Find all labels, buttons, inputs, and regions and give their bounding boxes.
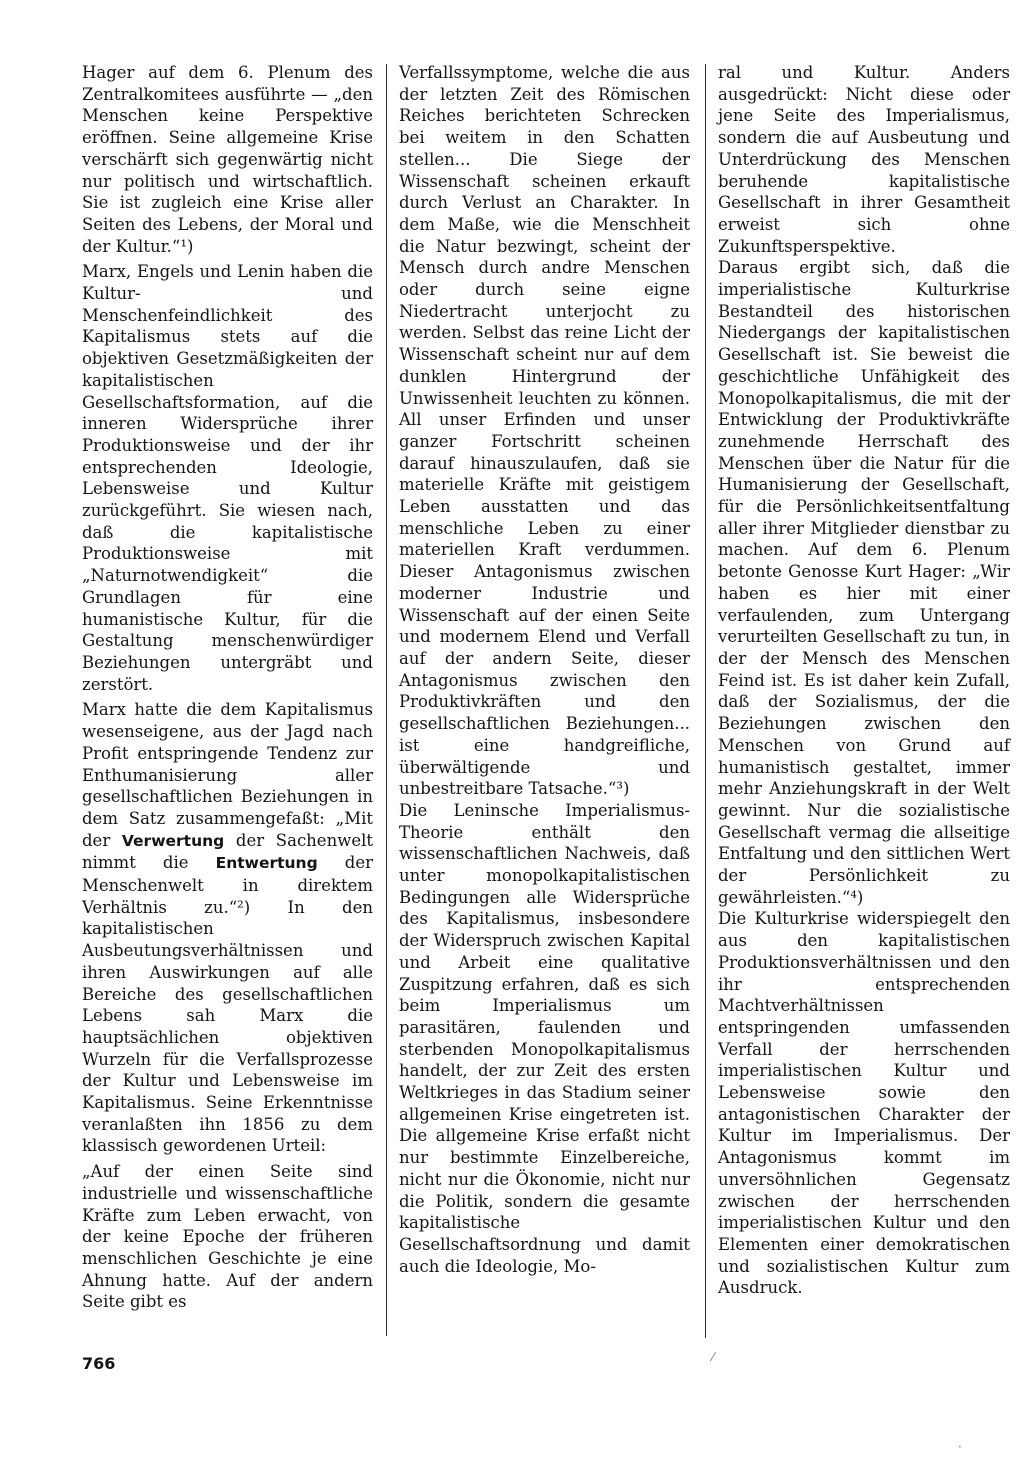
paragraph-marx-quote-start: „Auf der einen Seite sind industrielle und wissenschaftliche Kräfte zum Leben erwacht, von der keine Epoche der früheren menschlichen Geschichte je eine Ahnung hatte. Auf der andern Seite gibt es [82,1162,373,1312]
column-divider-right [705,64,706,1338]
paragraph-moral-kultur: ral und Kultur. Anders ausgedrückt: Nicht diese oder jene Seite des Imperialismus, sondern die auf Ausbeutung und Unterdrückung des Menschen beruhende kapitalistische Gesellschaft in ihrer Gesamtheit erweist sich ohne Zukunftsperspektive. [718,63,1010,256]
page-number: 766 [82,1354,116,1373]
scan-speck: ⁄ [712,1350,715,1364]
paragraph-kulturkrise-widerspiegelt: Die Kulturkrise widerspiegelt den aus den kapitalistischen Produktionsverhältnissen und den ihr entsprechenden Machtverhältnissen entspringenden umfassenden Verfall der herrschenden imperialistischen Kultur und Lebensweise sowie den antagonistischen Charakter der Kultur im Imperialismus. Der Antagonismus kommt im unversöhnlichen Gegensatz zwischen der herrschenden imperialistischen Kultur und den Elementen einer demokratischen und sozialistischen Kultur zum Ausdruck. [718,909,1010,1298]
text-column-right [718,62,1010,1299]
paragraph-hager-quote-end: Hager auf dem 6. Plenum des Zentralkomitees ausführte — „den Menschen keine Perspektive eröffnen. Seine allgemeine Krise verschärft sich gegenwärtig nicht nur politisch und wirtschaftlich. Sie ist zugleich eine Krise aller Seiten des Lebens, der Moral und der Kultur.“¹) [82,63,373,256]
text-column-left [82,62,373,1313]
paragraph-kulturkrise-bestandteil: Daraus ergibt sich, daß die imperialistische Kulturkrise Bestandteil des historischen Niedergangs der kapitalistischen Gesellschaft ist. Sie beweist die geschichtliche Unfähigkeit des Monopolkapitalismus, die mit der Entwicklung der Produktivkräfte zunehmende Herrschaft des Menschen über die Natur für die Humanisierung der Gesellschaft, für die Persönlichkeitsentfaltung aller ihrer Mitglieder dienstbar zu machen. Auf dem 6. Plenum betonte Genosse Kurt Hager: „Wir haben es hier mit einer verfaulenden, zum Untergang verurteilten Gesellschaft zu tun, in der der Mensch des Menschen Feind ist. Es ist daher kein Zufall, daß der Sozialismus, der die Beziehungen zwischen den Menschen von Grund auf humanistisch gestaltet, immer mehr Anziehungskraft in der Welt gewinnt. Nur die sozialistische Gesellschaft vermag die allseitige Entfaltung und den sittlichen Wert der Persönlichkeit zu gewährleisten.“⁴) [718,258,1010,907]
paragraph-marx-engels-lenin: Marx, Engels und Lenin haben die Kultur- und Menschenfeindlichkeit des Kapitalismus stets auf die objektiven Gesetzmäßigkeiten der kapitalistischen Gesellschaftsformation, auf die inneren Widersprüche ihrer Produktionsweise und der ihr entsprechenden Ideologie, Lebensweise und Kultur zurückgeführt. Sie wiesen nach, daß die kapitalistische Produktionsweise mit „Naturnotwendigkeit“ die Grundlagen für eine humanistische Kultur, für die Gestaltung menschenwürdiger Beziehungen untergräbt und zerstört. [82,262,373,694]
paragraph-verwertung [82,699,373,1157]
column-divider-left [386,64,387,1336]
paragraph-verwertung-end: der Menschenwelt in direktem Verhältnis zu.“²) In den kapitalistischen Ausbeutungsverhältnissen und ihren Auswirkungen auf alle Bereiche des gesellschaftlichen Lebens sah Marx die hauptsächlichen objektiven Wurzeln für die Verfallsprozesse der Kultur und Lebensweise im Kapitalismus. Seine Erkenntnisse veranlaßten ihn 1856 zu dem klassisch gewordenen Urteil: [82,853,374,1156]
text-column-middle [399,62,690,1277]
scan-speck: · [958,1440,962,1454]
paragraph-marx-quote-continued: Verfallssymptome, welche die aus der letzten Zeit des Römischen Reiches berichteten Schrecken bei weitem in den Schatten stellen... Die Siege der Wissenschaft scheinen erkauft durch Verlust an Charakter. In dem Maße, wie die Menschheit die Natur bezwingt, scheint der Mensch durch andre Menschen oder durch seine eigne Niedertracht unterjocht zu werden. Selbst das reine Licht der Wissenschaft scheint nur auf dem dunklen Hintergrund der Unwissenheit leuchten zu können. All unser Erfinden und unser ganzer Fortschritt scheinen darauf hinauszulaufen, daß sie materielle Kräfte mit geistigem Leben ausstatten und das menschliche Leben zu einer materiellen Kraft verdummen. Dieser Antagonismus zwischen moderner Industrie und Wissenschaft auf der einen Seite und modernem Elend und Verfall auf der andern Seite, dieser Antagonismus zwischen den Produktivkräften und den gesellschaftlichen Beziehungen... ist eine handgreifliche, überwältigende und unbestreitbare Tatsache.“³) [399,63,690,799]
paragraph-verwertung-start: Marx hatte die dem Kapitalismus wesenseigene, aus der Jagd nach Profit entspringende Tendenz zur Enthumanisierung aller gesellschaftlichen Beziehungen in dem Satz zusammengefaßt: „Mit der [82,700,373,850]
paragraph-verwertung-middle: der Sachenwelt nimmt die [82,830,373,873]
emphasis-entwertung: Entwertung [215,854,318,873]
emphasis-verwertung: Verwertung [121,831,225,850]
paragraph-lenin-imperialism: Die Leninsche Imperialismus-Theorie enthält den wissenschaftlichen Nachweis, daß unter monopolkapitalistischen Bedingungen alle Widersprüche des Kapitalismus, insbesondere der Widerspruch zwischen Kapital und Arbeit eine qualitative Zuspitzung erfahren, daß es sich beim Imperialismus um parasitären, faulenden und sterbenden Monopolkapitalismus handelt, der zur Zeit des ersten Weltkrieges in das Stadium seiner allgemeinen Krise eingetreten ist. Die allgemeine Krise erfaßt nicht nur bestimmte Einzelbereiche, nicht nur die Ökonomie, nicht nur die Politik, sondern die gesamte kapitalistische Gesellschaftsordnung und damit auch die Ideologie, Mo- [399,800,690,1276]
